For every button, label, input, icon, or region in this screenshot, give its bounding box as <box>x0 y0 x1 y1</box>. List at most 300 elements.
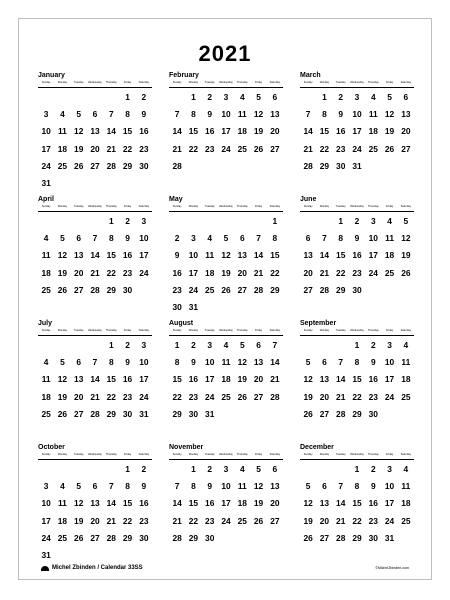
day-cell: 5 <box>256 92 261 102</box>
day-cell: 27 <box>74 408 84 419</box>
day-cell: 22 <box>319 143 330 154</box>
empty-day-cell <box>71 461 87 478</box>
day-cell: 6 <box>272 92 278 102</box>
day-cell: 1 <box>191 92 196 102</box>
weekday-label: Tuesday <box>204 205 215 208</box>
day-cell: 24 <box>41 160 51 171</box>
day-cell: 9 <box>354 233 360 244</box>
day-cell: 10 <box>205 357 215 368</box>
day-cell: 13 <box>74 250 84 261</box>
day-cell: 1 <box>108 216 114 226</box>
day-cell: 19 <box>253 498 264 509</box>
day-grid <box>169 336 283 423</box>
weekday-label: Friday <box>123 453 132 456</box>
month-name: June <box>300 196 317 203</box>
weekday-label: Monday <box>188 453 199 456</box>
day-cell: 29 <box>106 408 116 419</box>
weekday-label: Sunday <box>41 81 51 84</box>
weekday-label: Sunday <box>41 453 51 456</box>
weekday-header <box>38 204 152 212</box>
day-cell: 10 <box>41 126 51 137</box>
day-cell: 30 <box>368 532 378 543</box>
day-cell: 12 <box>74 126 84 137</box>
day-cell: 26 <box>303 408 313 419</box>
day-cell: 24 <box>368 267 378 278</box>
day-cell: 5 <box>60 357 65 368</box>
day-cell: 19 <box>303 391 313 402</box>
day-cell: 17 <box>205 374 215 385</box>
weekday-label: Tuesday <box>335 81 346 84</box>
day-cell: 23 <box>122 267 133 278</box>
day-cell: 3 <box>43 481 49 492</box>
day-cell: 22 <box>336 267 346 278</box>
empty-day-cell <box>316 337 332 354</box>
day-cell: 5 <box>387 92 392 102</box>
empty-day-cell <box>250 213 266 230</box>
day-cell: 8 <box>338 233 344 244</box>
day-cell: 26 <box>303 532 313 543</box>
day-cell: 22 <box>172 391 182 402</box>
day-cell: 7 <box>92 357 98 368</box>
month-december <box>300 443 414 567</box>
weekday-label: Friday <box>123 329 132 332</box>
weekday-label: Tuesday <box>73 205 84 208</box>
day-cell: 24 <box>384 515 395 526</box>
weekday-label: Friday <box>254 81 263 84</box>
day-cell: 22 <box>106 267 116 278</box>
weekday-label: Saturday <box>400 205 412 208</box>
day-cell: 5 <box>256 464 261 474</box>
day-cell: 7 <box>322 233 327 244</box>
day-cell: 18 <box>401 374 411 385</box>
day-cell: 28 <box>336 408 346 419</box>
day-cell: 8 <box>191 109 196 120</box>
day-cell: 1 <box>191 464 196 474</box>
weekday-header <box>300 328 414 336</box>
day-cell: 20 <box>90 515 100 526</box>
day-cell: 17 <box>384 498 395 509</box>
day-cell: 1 <box>322 92 327 102</box>
day-cell: 11 <box>205 250 215 261</box>
day-cell: 4 <box>207 233 213 244</box>
empty-day-cell <box>54 461 70 478</box>
day-grid <box>300 336 414 423</box>
day-cell: 31 <box>139 408 149 419</box>
day-cell: 25 <box>384 267 395 278</box>
day-cell: 18 <box>41 391 51 402</box>
day-cell: 21 <box>90 391 100 402</box>
day-cell: 16 <box>205 126 215 137</box>
day-cell: 15 <box>122 498 133 509</box>
day-grid <box>169 460 283 547</box>
weekday-label: Wednesday <box>219 453 233 456</box>
day-cell: 15 <box>319 126 330 137</box>
day-cell: 26 <box>221 284 231 295</box>
weekday-label: Monday <box>319 81 330 84</box>
day-cell: 10 <box>221 109 231 120</box>
day-cell: 15 <box>106 374 116 385</box>
day-cell: 20 <box>319 515 330 526</box>
empty-day-cell <box>202 213 218 230</box>
day-cell: 23 <box>172 284 182 295</box>
day-cell: 10 <box>368 233 378 244</box>
day-cell: 7 <box>338 481 344 492</box>
day-cell: 8 <box>174 357 180 368</box>
weekday-label: Tuesday <box>335 453 346 456</box>
weekday-label: Monday <box>188 81 199 84</box>
empty-day-cell <box>169 213 185 230</box>
day-cell: 5 <box>305 481 311 492</box>
day-cell: 22 <box>188 143 199 154</box>
month-october <box>38 443 152 567</box>
day-cell: 28 <box>106 532 116 543</box>
day-cell: 30 <box>352 284 362 295</box>
day-cell: 27 <box>74 284 84 295</box>
weekday-label: Saturday <box>138 453 150 456</box>
day-cell: 30 <box>205 532 215 543</box>
day-cell: 5 <box>403 216 409 226</box>
day-cell: 20 <box>319 391 330 402</box>
day-cell: 14 <box>319 250 330 261</box>
day-cell: 14 <box>90 250 100 261</box>
weekday-header <box>300 204 414 212</box>
day-cell: 24 <box>41 532 51 543</box>
empty-day-cell <box>38 461 54 478</box>
day-cell: 6 <box>322 357 327 368</box>
day-cell: 15 <box>352 374 362 385</box>
weekday-label: Monday <box>57 205 68 208</box>
day-cell: 15 <box>188 126 199 137</box>
day-cell: 17 <box>41 515 51 526</box>
day-cell: 6 <box>76 357 82 368</box>
day-cell: 15 <box>270 250 280 261</box>
month-may <box>169 195 283 319</box>
day-cell: 30 <box>122 284 133 295</box>
weekday-label: Sunday <box>303 453 313 456</box>
day-cell: 7 <box>174 481 180 492</box>
day-cell: 4 <box>403 340 409 350</box>
day-cell: 6 <box>92 109 98 120</box>
day-cell: 11 <box>368 109 378 120</box>
empty-day-cell <box>300 337 316 354</box>
day-cell: 10 <box>188 250 199 261</box>
month-name: May <box>169 196 183 203</box>
weekday-header <box>169 452 283 460</box>
day-cell: 17 <box>41 143 51 154</box>
weekday-label: Friday <box>385 453 394 456</box>
weekday-label: Friday <box>123 205 132 208</box>
day-cell: 26 <box>57 284 68 295</box>
day-cell: 22 <box>270 267 280 278</box>
day-cell: 6 <box>76 233 82 244</box>
day-cell: 23 <box>205 143 215 154</box>
day-cell: 17 <box>139 250 149 261</box>
day-cell: 20 <box>253 374 264 385</box>
day-cell: 9 <box>141 109 147 120</box>
day-cell: 1 <box>174 340 180 350</box>
day-cell: 26 <box>401 267 411 278</box>
day-cell: 28 <box>90 284 100 295</box>
day-cell: 27 <box>303 284 313 295</box>
day-cell: 15 <box>188 498 199 509</box>
weekday-label: Saturday <box>269 453 281 456</box>
day-cell: 8 <box>272 233 278 244</box>
day-cell: 29 <box>270 284 280 295</box>
day-cell: 19 <box>74 143 84 154</box>
weekday-label: Friday <box>385 205 394 208</box>
day-cell: 25 <box>401 391 411 402</box>
day-cell: 13 <box>401 109 411 120</box>
weekday-label: Thursday <box>105 329 117 332</box>
day-cell: 22 <box>352 515 362 526</box>
weekday-label: Saturday <box>400 329 412 332</box>
day-cell: 19 <box>253 126 264 137</box>
day-cell: 29 <box>336 284 346 295</box>
day-cell: 6 <box>239 233 245 244</box>
day-cell: 12 <box>253 481 264 492</box>
day-cell: 31 <box>188 301 199 312</box>
month-july <box>38 319 152 443</box>
day-cell: 2 <box>207 464 213 474</box>
day-cell: 10 <box>384 481 395 492</box>
day-cell: 4 <box>60 481 65 492</box>
weekday-label: Sunday <box>172 205 182 208</box>
empty-day-cell <box>71 89 87 106</box>
month-name: September <box>300 320 337 327</box>
empty-day-cell <box>54 89 70 106</box>
weekday-label: Wednesday <box>88 329 102 332</box>
month-name: August <box>169 320 194 327</box>
day-cell: 21 <box>303 143 313 154</box>
day-cell: 4 <box>403 464 409 474</box>
day-cell: 13 <box>319 498 330 509</box>
empty-day-cell <box>87 337 103 354</box>
day-cell: 5 <box>305 357 311 368</box>
day-cell: 11 <box>41 374 51 385</box>
day-cell: 17 <box>368 250 378 261</box>
weekday-label: Thursday <box>367 453 379 456</box>
day-cell: 3 <box>354 92 360 102</box>
day-cell: 25 <box>41 408 51 419</box>
day-cell: 23 <box>122 391 133 402</box>
day-cell: 6 <box>305 233 311 244</box>
day-cell: 27 <box>253 391 264 402</box>
day-cell: 21 <box>90 267 100 278</box>
weekday-label: Tuesday <box>335 329 346 332</box>
day-cell: 20 <box>237 267 247 278</box>
weekday-label: Wednesday <box>88 453 102 456</box>
weekday-label: Wednesday <box>88 81 102 84</box>
michel-zbinden-logo-icon <box>41 566 49 571</box>
day-grid <box>300 460 414 547</box>
day-cell: 24 <box>139 267 149 278</box>
day-cell: 19 <box>57 391 68 402</box>
day-cell: 23 <box>368 515 378 526</box>
month-name: April <box>38 196 54 203</box>
day-cell: 1 <box>108 340 114 350</box>
day-cell: 16 <box>205 498 215 509</box>
day-cell: 3 <box>207 340 213 350</box>
day-cell: 15 <box>106 250 116 261</box>
day-cell: 26 <box>253 515 264 526</box>
day-cell: 19 <box>74 515 84 526</box>
day-cell: 5 <box>239 340 245 350</box>
day-cell: 23 <box>352 267 362 278</box>
day-cell: 25 <box>368 143 378 154</box>
weekday-label: Sunday <box>172 81 182 84</box>
day-cell: 26 <box>57 408 68 419</box>
empty-day-cell <box>71 337 87 354</box>
day-cell: 4 <box>239 92 245 102</box>
weekday-label: Sunday <box>303 329 313 332</box>
weekday-label: Sunday <box>172 453 182 456</box>
empty-day-cell <box>38 213 54 230</box>
day-cell: 29 <box>188 532 199 543</box>
day-cell: 5 <box>76 481 82 492</box>
weekday-label: Monday <box>188 329 199 332</box>
day-cell: 8 <box>108 233 114 244</box>
day-cell: 25 <box>401 515 411 526</box>
footer-credit-text: Michel Zbinden / Calendar 33SS <box>52 565 143 571</box>
day-cell: 20 <box>303 267 313 278</box>
day-cell: 12 <box>57 374 68 385</box>
day-cell: 28 <box>336 532 346 543</box>
day-cell: 18 <box>237 498 247 509</box>
day-cell: 23 <box>368 391 378 402</box>
day-cell: 8 <box>191 481 196 492</box>
month-name: February <box>169 72 199 79</box>
weekday-label: Thursday <box>105 81 117 84</box>
empty-day-cell <box>316 461 332 478</box>
day-cell: 16 <box>139 498 149 509</box>
day-grid <box>169 88 283 175</box>
day-cell: 21 <box>106 143 116 154</box>
weekday-label: Wednesday <box>219 329 233 332</box>
day-cell: 23 <box>336 143 346 154</box>
day-cell: 8 <box>354 357 360 368</box>
day-cell: 25 <box>237 515 247 526</box>
day-cell: 3 <box>387 340 392 350</box>
day-cell: 22 <box>106 391 116 402</box>
day-cell: 6 <box>272 464 278 474</box>
empty-day-cell <box>169 89 185 106</box>
weekday-label: Thursday <box>105 205 117 208</box>
day-cell: 23 <box>205 515 215 526</box>
weekday-label: Tuesday <box>204 453 215 456</box>
weekday-label: Saturday <box>138 205 150 208</box>
day-cell: 12 <box>221 250 231 261</box>
day-cell: 30 <box>336 160 346 171</box>
day-cell: 29 <box>122 532 133 543</box>
weekday-label: Saturday <box>269 81 281 84</box>
day-cell: 17 <box>384 374 395 385</box>
day-grid <box>300 88 414 175</box>
weekday-header <box>300 452 414 460</box>
day-cell: 7 <box>305 109 311 120</box>
month-name: October <box>38 444 65 451</box>
day-cell: 30 <box>139 160 149 171</box>
day-cell: 13 <box>253 357 264 368</box>
day-cell: 31 <box>41 549 51 560</box>
day-cell: 20 <box>401 126 411 137</box>
day-cell: 19 <box>401 250 411 261</box>
empty-day-cell <box>185 213 201 230</box>
day-cell: 14 <box>90 374 100 385</box>
day-cell: 3 <box>223 464 229 474</box>
day-cell: 13 <box>270 109 280 120</box>
empty-day-cell <box>38 337 54 354</box>
weekday-label: Tuesday <box>73 329 84 332</box>
weekday-label: Wednesday <box>350 205 364 208</box>
day-cell: 19 <box>221 267 231 278</box>
day-cell: 23 <box>188 391 199 402</box>
day-cell: 26 <box>253 143 264 154</box>
day-cell: 12 <box>384 109 395 120</box>
day-cell: 1 <box>125 464 130 474</box>
day-cell: 28 <box>319 284 330 295</box>
day-cell: 24 <box>139 391 149 402</box>
day-cell: 14 <box>172 126 182 137</box>
day-cell: 24 <box>221 143 231 154</box>
weekday-label: Sunday <box>303 81 313 84</box>
day-cell: 8 <box>125 481 130 492</box>
day-cell: 18 <box>368 126 378 137</box>
day-cell: 21 <box>172 515 182 526</box>
day-cell: 16 <box>188 374 199 385</box>
day-cell: 2 <box>141 464 147 474</box>
day-cell: 24 <box>205 391 215 402</box>
day-cell: 27 <box>401 143 411 154</box>
day-cell: 4 <box>239 464 245 474</box>
day-cell: 12 <box>401 233 411 244</box>
day-cell: 20 <box>74 391 84 402</box>
weekday-label: Sunday <box>41 205 51 208</box>
day-cell: 8 <box>108 357 114 368</box>
day-cell: 5 <box>76 109 82 120</box>
weekday-label: Monday <box>57 81 68 84</box>
weekday-label: Wednesday <box>350 81 364 84</box>
day-cell: 28 <box>106 160 116 171</box>
weekday-label: Friday <box>254 329 263 332</box>
day-cell: 24 <box>384 391 395 402</box>
day-cell: 10 <box>139 357 149 368</box>
day-cell: 12 <box>74 498 84 509</box>
day-cell: 3 <box>387 464 392 474</box>
day-cell: 7 <box>338 357 344 368</box>
day-cell: 1 <box>125 92 130 102</box>
day-cell: 10 <box>221 481 231 492</box>
day-cell: 18 <box>57 143 68 154</box>
day-cell: 18 <box>237 126 247 137</box>
day-cell: 26 <box>384 143 395 154</box>
day-cell: 11 <box>401 357 411 368</box>
day-cell: 22 <box>188 515 199 526</box>
day-cell: 3 <box>141 340 147 350</box>
day-cell: 19 <box>303 515 313 526</box>
weekday-label: Friday <box>385 329 394 332</box>
day-cell: 1 <box>354 340 360 350</box>
day-cell: 16 <box>368 498 378 509</box>
day-cell: 30 <box>139 532 149 543</box>
day-cell: 25 <box>237 143 247 154</box>
day-cell: 12 <box>303 498 313 509</box>
day-cell: 24 <box>221 515 231 526</box>
empty-day-cell <box>316 213 332 230</box>
day-cell: 22 <box>352 391 362 402</box>
day-cell: 9 <box>125 233 130 244</box>
day-cell: 13 <box>237 250 247 261</box>
weekday-label: Thursday <box>236 329 248 332</box>
